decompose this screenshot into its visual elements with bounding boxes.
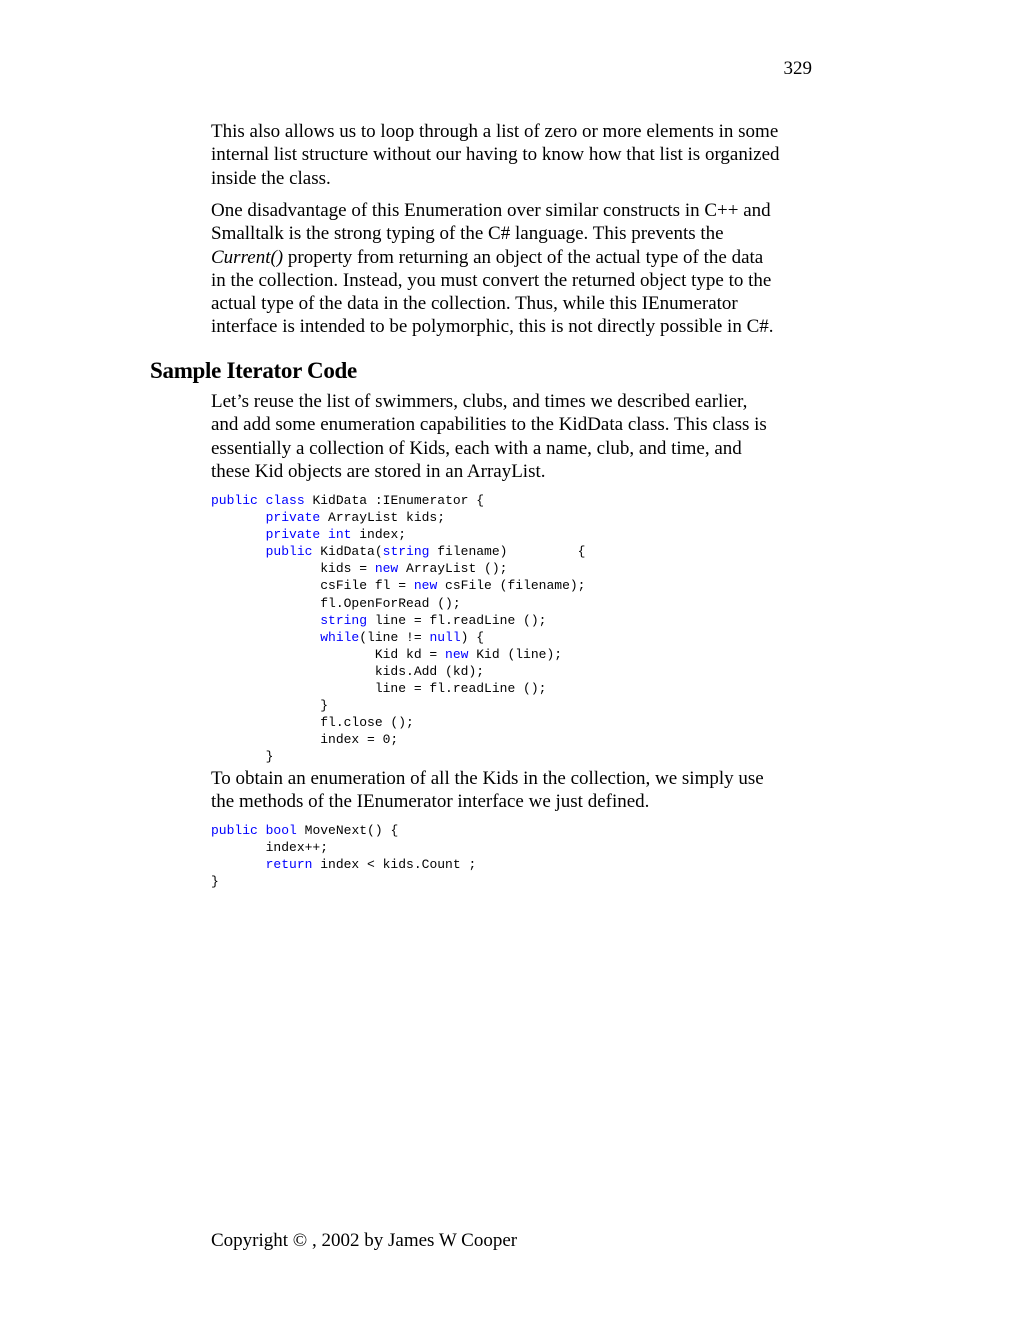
code-line bbox=[211, 822, 811, 839]
code-text: line = fl.readLine (); bbox=[367, 612, 547, 628]
code-line bbox=[211, 595, 811, 612]
current-method-italic: Current() bbox=[211, 246, 284, 268]
code-keyword: bool bbox=[265, 823, 297, 838]
code-line bbox=[211, 680, 811, 697]
code-text bbox=[320, 527, 328, 542]
code-line bbox=[211, 873, 811, 890]
code-keyword: public bbox=[265, 544, 313, 560]
text-line: and add some enumeration capabilities to the KidData class. This class is bbox=[211, 414, 767, 436]
code-line bbox=[211, 577, 811, 594]
code-text: index < kids.Count ; bbox=[312, 857, 477, 873]
code-line bbox=[211, 731, 811, 748]
code-text: index; bbox=[351, 527, 407, 543]
text-line: the methods of the IEnumerator interface we just defined. bbox=[211, 791, 650, 813]
code-text bbox=[258, 823, 266, 838]
code-text: Kid kd = bbox=[211, 646, 446, 662]
code-keyword: new bbox=[374, 561, 399, 577]
code-text: KidData :IEnumerator { bbox=[304, 493, 485, 508]
code-keyword: new bbox=[413, 578, 438, 594]
paragraph-iteration-intro bbox=[211, 120, 815, 190]
code-text: } bbox=[211, 749, 274, 765]
code-keyword: public bbox=[211, 823, 258, 838]
text-line: Smalltalk is the strong typing of the C# language. This prevents the bbox=[211, 223, 724, 245]
text-line: essentially a collection of Kids, each with a name, club, and time, and bbox=[211, 437, 742, 459]
code-text bbox=[211, 857, 266, 872]
code-line bbox=[211, 839, 811, 856]
code-keyword: public bbox=[211, 493, 258, 508]
code-text bbox=[211, 527, 266, 542]
code-text: ) { bbox=[460, 629, 485, 645]
code-keyword: private bbox=[265, 527, 321, 543]
code-keyword: string bbox=[320, 612, 368, 628]
code-keyword: null bbox=[429, 629, 461, 645]
copyright-footer: Copyright © , 2002 by James W Cooper bbox=[211, 1230, 518, 1251]
code-text: } bbox=[211, 698, 329, 714]
code-line bbox=[211, 714, 811, 731]
code-line bbox=[211, 856, 811, 873]
code-keyword: int bbox=[328, 527, 352, 543]
code-keyword: while bbox=[320, 629, 360, 645]
code-line bbox=[211, 663, 811, 680]
code-keyword: private bbox=[265, 510, 321, 526]
code-text: ArrayList kids; bbox=[320, 510, 446, 526]
paragraph-disadvantage bbox=[211, 199, 815, 339]
code-text: ArrayList (); bbox=[398, 561, 508, 577]
text-line: interface is intended to be polymorphic, this is not directly possible in C#. bbox=[211, 316, 774, 338]
code-text: csFile (filename); bbox=[437, 578, 586, 594]
text-line: internal list structure without our having to know how that list is organized bbox=[211, 144, 780, 166]
code-block-kiddata-class bbox=[211, 492, 811, 766]
section-heading: Sample Iterator Code bbox=[150, 358, 357, 383]
text-line: One disadvantage of this Enumeration over similar constructs in C++ and bbox=[211, 200, 771, 221]
code-line bbox=[211, 526, 811, 543]
code-line bbox=[211, 509, 811, 526]
code-text: KidData( bbox=[312, 544, 383, 560]
code-text: filename) { bbox=[429, 544, 586, 560]
code-text: index = 0; bbox=[211, 732, 399, 748]
code-block-movenext bbox=[211, 822, 811, 890]
text-line bbox=[211, 246, 815, 269]
code-text: line = fl.readLine (); bbox=[211, 681, 547, 697]
code-text bbox=[211, 613, 320, 628]
code-text bbox=[211, 630, 320, 645]
code-line bbox=[211, 612, 811, 629]
code-text: (line != bbox=[359, 629, 430, 645]
code-text: index++; bbox=[211, 840, 329, 856]
code-line bbox=[211, 492, 811, 509]
code-text: csFile fl = bbox=[211, 578, 414, 594]
code-text: MoveNext() { bbox=[296, 823, 399, 838]
text-segment: property from returning an object of the actual type of the data bbox=[283, 246, 764, 268]
code-text: fl.OpenForRead (); bbox=[211, 595, 461, 611]
code-text: fl.close (); bbox=[211, 715, 414, 731]
code-keyword: new bbox=[445, 646, 469, 662]
code-line bbox=[211, 629, 811, 646]
text-line: these Kid objects are stored in an ArrayList. bbox=[211, 460, 546, 482]
text-line: To obtain an enumeration of all the Kids in the collection, we simply use bbox=[211, 768, 764, 789]
code-text: kids = bbox=[211, 561, 375, 577]
code-text: kids.Add (kd); bbox=[211, 663, 485, 679]
paragraph-sample-intro bbox=[211, 390, 815, 483]
code-line bbox=[211, 646, 811, 663]
page-number: 329 bbox=[783, 58, 812, 79]
code-line bbox=[211, 543, 811, 560]
code-line bbox=[211, 560, 811, 577]
code-text bbox=[258, 493, 266, 508]
code-text: Kid (line); bbox=[468, 646, 563, 662]
paragraph-enumeration-usage bbox=[211, 767, 815, 814]
code-keyword: return bbox=[265, 857, 313, 873]
text-line: actual type of the data in the collection. Thus, while this IEnumerator bbox=[211, 293, 738, 315]
code-line bbox=[211, 748, 811, 765]
code-keyword: string bbox=[382, 544, 430, 560]
code-text bbox=[211, 510, 266, 525]
text-line: This also allows us to loop through a list of zero or more elements in some bbox=[211, 121, 779, 142]
code-keyword: class bbox=[265, 493, 305, 508]
code-text bbox=[211, 544, 266, 559]
code-text: } bbox=[211, 874, 219, 890]
text-line: Let’s reuse the list of swimmers, clubs, and times we described earlier, bbox=[211, 391, 748, 412]
code-line bbox=[211, 697, 811, 714]
text-line: in the collection. Instead, you must convert the returned object type to the bbox=[211, 269, 772, 291]
text-line: inside the class. bbox=[211, 167, 331, 189]
